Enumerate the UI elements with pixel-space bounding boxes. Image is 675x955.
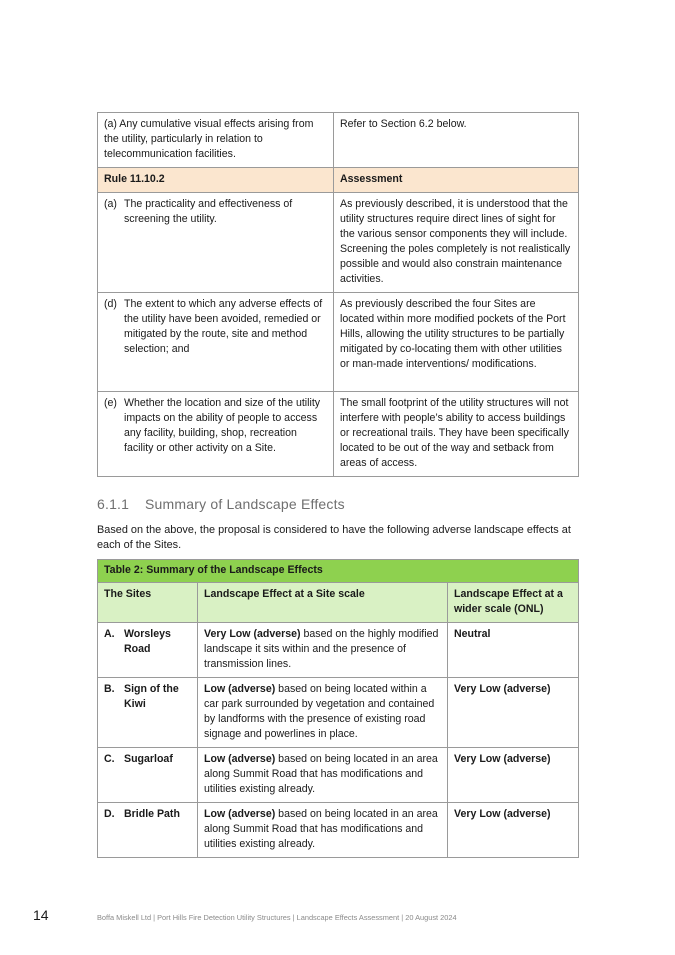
section-heading — [97, 496, 345, 512]
table-row — [98, 623, 579, 678]
effect-rating: Low (adverse) — [204, 753, 276, 765]
wider-effect-cell — [448, 748, 579, 803]
effect-description: based on being located in an area along Summit Road that has modifications and utilities existing already. — [204, 753, 438, 795]
criterion-text: The practicality and effectiveness of screening the utility. — [124, 198, 293, 225]
wider-effect-cell — [448, 678, 579, 748]
criterion-cell: (a) Any cumulative visual effects arising from the utility, particularly in relation to telecommunication facilities. — [98, 113, 334, 168]
item-label: (d) — [104, 298, 117, 310]
table-row — [98, 392, 579, 477]
page-number: 14 — [33, 907, 49, 923]
criterion-text: The extent to which any adverse effects of the utility have been avoided, remedied or mitigated by the route, site and method selection; and — [124, 298, 323, 355]
table-title: Table 2: Summary of the Landscape Effects — [98, 560, 579, 583]
criterion-cell — [98, 392, 334, 477]
wider-rating: Very Low (adverse) — [454, 753, 551, 765]
effect-description: based on being located in an area along Summit Road that has modifications and utilities existing already. — [204, 808, 438, 850]
landscape-effects-table — [97, 559, 579, 858]
site-effect-cell — [198, 748, 448, 803]
site-name: Sign of the Kiwi — [124, 683, 179, 710]
effect-rating: Low (adverse) — [204, 808, 276, 820]
criterion-cell — [98, 193, 334, 293]
table-header-row — [98, 168, 579, 193]
table-row — [98, 193, 579, 293]
site-name: Sugarloaf — [124, 753, 173, 765]
table-row — [98, 678, 579, 748]
site-effect-cell — [198, 678, 448, 748]
section-title: Summary of Landscape Effects — [145, 496, 345, 512]
table-header-row — [98, 583, 579, 623]
site-letter: B. — [104, 683, 115, 695]
site-cell — [98, 748, 198, 803]
rule-header: Rule 11.10.2 — [98, 168, 334, 193]
effect-description: based on being located within a car park surrounded by vegetation and contained by landforms with the presence of existing road signage and powerlines in place. — [204, 683, 435, 740]
item-label: (e) — [104, 397, 117, 409]
table-title-row — [98, 560, 579, 583]
site-effect-cell — [198, 803, 448, 858]
site-cell — [98, 678, 198, 748]
assessment-cell: Refer to Section 6.2 below. — [334, 113, 579, 168]
table-row — [98, 748, 579, 803]
effect-rating: Very Low (adverse) — [204, 628, 301, 640]
section-number: 6.1.1 — [97, 496, 130, 512]
effect-description: based on the highly modified landscape it sits within and the presence of transmission lines. — [204, 628, 439, 670]
footer-text: Boffa Miskell Ltd | Port Hills Fire Detection Utility Structures | Landscape Effects Assessment | 20 August 2024 — [97, 913, 457, 922]
wider-rating: Very Low (adverse) — [454, 808, 551, 820]
site-effect-cell — [198, 623, 448, 678]
assessment-cell: As previously described, it is understood that the utility structures require direct lines of sight for the various sensor components they will include. Screening the poles completely is not realistically possible and would also constrain maintenance activities. — [334, 193, 579, 293]
criterion-cell — [98, 293, 334, 392]
table-row — [98, 293, 579, 392]
table-row — [98, 113, 579, 168]
site-letter: C. — [104, 753, 115, 765]
sites-header: The Sites — [98, 583, 198, 623]
wider-scale-header: Landscape Effect at a wider scale (ONL) — [448, 583, 579, 623]
wider-rating: Neutral — [454, 628, 491, 640]
site-name: Worsleys Road — [124, 628, 171, 655]
site-cell — [98, 803, 198, 858]
wider-effect-cell — [448, 803, 579, 858]
rule-assessment-table — [97, 112, 579, 477]
table-row — [98, 803, 579, 858]
assessment-cell: The small footprint of the utility structures will not interfere with people’s ability to access buildings or recreational trails. They have been specifically located to be out of the way and setback from areas of access. — [334, 392, 579, 477]
criterion-text: Whether the location and size of the utility impacts on the ability of people to access any facility, building, shop, recreation facility or other activity on a Site. — [124, 397, 321, 454]
effect-rating: Low (adverse) — [204, 683, 276, 695]
wider-effect-cell — [448, 623, 579, 678]
wider-rating: Very Low (adverse) — [454, 683, 551, 695]
item-label: (a) — [104, 198, 117, 210]
site-cell — [98, 623, 198, 678]
site-letter: A. — [104, 628, 115, 640]
site-name: Bridle Path — [124, 808, 180, 820]
site-letter: D. — [104, 808, 115, 820]
site-scale-header: Landscape Effect at a Site scale — [198, 583, 448, 623]
intro-paragraph: Based on the above, the proposal is considered to have the following adverse landscape effects at each of the Sites. — [97, 524, 571, 551]
assessment-cell: As previously described the four Sites are located within more modified pockets of the Port Hills, allowing the utility structures to be partially mitigated by co-locating them with other utilities or man-made interventions/ modifications. — [334, 293, 579, 392]
assessment-header: Assessment — [334, 168, 579, 193]
